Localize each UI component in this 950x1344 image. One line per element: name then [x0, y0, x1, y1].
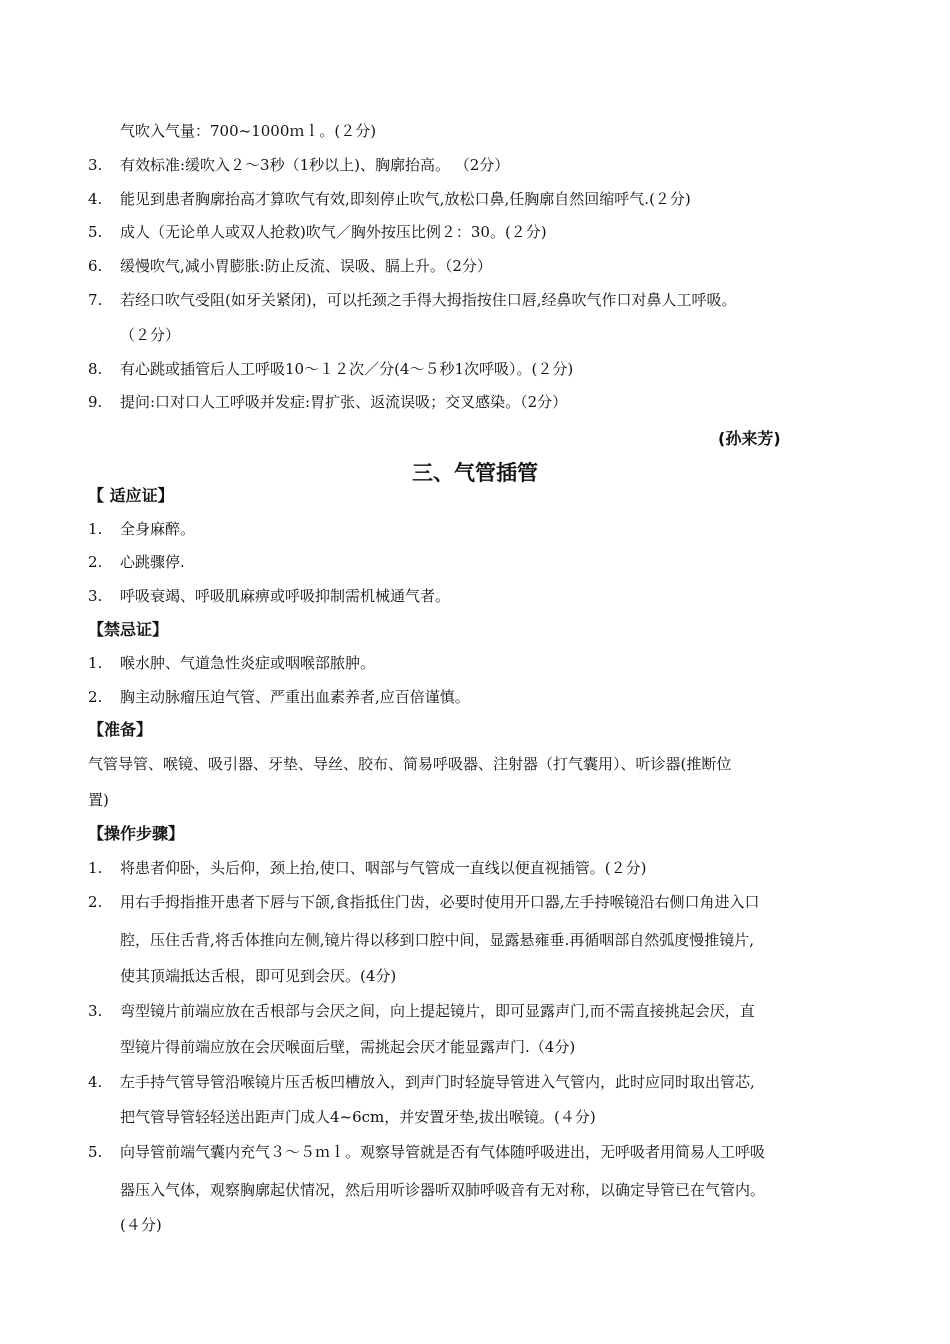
list-item — [88, 392, 870, 412]
step-text: 型镜片得前端应放在会厌喉面后壁，需挑起会厌才能显露声门.（4分) — [120, 1038, 576, 1056]
item-continuation: （２分） — [120, 326, 181, 344]
list-item — [88, 687, 870, 707]
step-item — [88, 892, 870, 912]
steps-heading: 【操作步骤】 — [88, 824, 185, 843]
list-item — [88, 290, 870, 310]
item-continuation: 气吹入气量：700~1000ｍｌ。(２分) — [120, 122, 377, 140]
item-text: 能见到患者胸廓抬高才算吹气有效,即刻停止吹气,放松口鼻,任胸廓自然回缩呼气.(２分) — [120, 190, 691, 208]
step-number: 5. — [88, 1143, 103, 1161]
list-item — [88, 256, 870, 276]
author-name: (孙来芳) — [718, 429, 781, 448]
list-item — [88, 552, 870, 572]
item-number: 5. — [88, 223, 103, 241]
item-number: 1. — [88, 520, 103, 538]
step-text: (４分) — [120, 1216, 162, 1234]
item-text: 有效标准:缓吹入２～3秒（1秒以上)、胸廓抬高。 （2分） — [120, 156, 510, 174]
item-number: 7. — [88, 291, 103, 309]
item-text: 提问:口对口人工呼吸并发症:胃扩张、返流误吸；交叉感染。（2分） — [120, 393, 568, 411]
item-text: 心跳骤停. — [120, 553, 185, 571]
list-item — [88, 359, 870, 379]
preparation-text: 气管导管、喉镜、吸引器、牙垫、导丝、胶布、简易呼吸器、注射器（打气囊用）、听诊器(推断位 — [88, 755, 732, 773]
item-number: 2. — [88, 688, 103, 706]
section-title: 三、气管插管 — [412, 461, 538, 485]
step-item — [88, 858, 870, 878]
step-text: 器压入气体，观察胸廓起伏情况，然后用听诊器听双肺呼吸音有无对称，以确定导管已在气管内。 — [120, 1181, 766, 1199]
contraindications-heading: 【禁忌证】 — [88, 620, 169, 639]
item-text: 有心跳或插管后人工呼吸10～１２次／分(4～５秒1次呼吸）。(２分) — [120, 360, 574, 378]
item-text: 若经口吹气受阻(如牙关紧闭)，可以托颈之手得大拇指按住口唇,经鼻吹气作口对鼻人工呼吸。 — [120, 291, 737, 309]
item-text: 缓慢吹气,减小胃膨胀:防止反流、误吸、膈上升。（2分） — [120, 257, 492, 275]
step-number: 4. — [88, 1073, 103, 1091]
preparation-text: 置) — [88, 791, 109, 809]
indications-heading: 【 适应证】 — [88, 486, 174, 505]
step-text: 使其顶端抵达舌根，即可见到会厌。(4分) — [120, 967, 397, 985]
item-number: 3. — [88, 156, 103, 174]
item-number: 6. — [88, 257, 103, 275]
step-text: 用右手拇指推开患者下唇与下颌,食指抵住门齿，必要时使用开口器,左手持喉镜沿右侧口角进入口 — [120, 893, 760, 911]
step-text: 向导管前端气囊内充气３～５ｍｌ。观察导管就是否有气体随呼吸进出，无呼吸者用简易人工呼吸 — [120, 1143, 766, 1161]
step-text: 弯型镜片前端应放在舌根部与会厌之间，向上提起镜片，即可显露声门,而不需直接挑起会厌，直 — [120, 1002, 755, 1020]
step-text: 把气管导管轻轻送出距声门成人4~6cm，并安置牙垫,拔出喉镜。(４分) — [120, 1108, 596, 1126]
item-number: 9. — [88, 393, 103, 411]
item-number: 1. — [88, 654, 103, 672]
list-item — [88, 189, 870, 209]
preparation-heading: 【准备】 — [88, 720, 153, 739]
step-text: 腔，压住舌背,将舌体推向左侧,镜片得以移到口腔中间，显露悬雍垂.再循咽部自然弧度慢推镜片, — [120, 931, 755, 949]
step-item — [88, 1001, 870, 1021]
item-number: 4. — [88, 190, 103, 208]
item-text: 胸主动脉瘤压迫气管、严重出血素养者,应百倍谨慎。 — [120, 688, 470, 706]
list-item — [88, 653, 870, 673]
item-text: 全身麻醉。 — [120, 520, 196, 538]
step-number: 2. — [88, 893, 103, 911]
step-text: 左手持气管导管沿喉镜片压舌板凹槽放入，到声门时轻旋导管进入气管内，此时应同时取出管芯, — [120, 1073, 755, 1091]
step-item — [88, 1142, 870, 1162]
item-text: 呼吸衰竭、呼吸肌麻痹或呼吸抑制需机械通气者。 — [120, 587, 451, 605]
step-item — [88, 1072, 870, 1092]
item-number: 2. — [88, 553, 103, 571]
list-item — [88, 155, 870, 175]
step-number: 3. — [88, 1002, 103, 1020]
step-number: 1. — [88, 859, 103, 877]
item-text: 喉水肿、气道急性炎症或咽喉部脓肿。 — [120, 654, 376, 672]
list-item — [88, 519, 870, 539]
list-item — [88, 586, 870, 606]
list-item — [88, 222, 870, 242]
step-text: 将患者仰卧，头后仰，颈上抬,使口、咽部与气管成一直线以便直视插管。(２分) — [120, 859, 647, 877]
item-number: 3. — [88, 587, 103, 605]
item-text: 成人（无论单人或双人抢救)吹气／胸外按压比例２：30。(２分) — [120, 223, 547, 241]
item-number: 8. — [88, 360, 103, 378]
